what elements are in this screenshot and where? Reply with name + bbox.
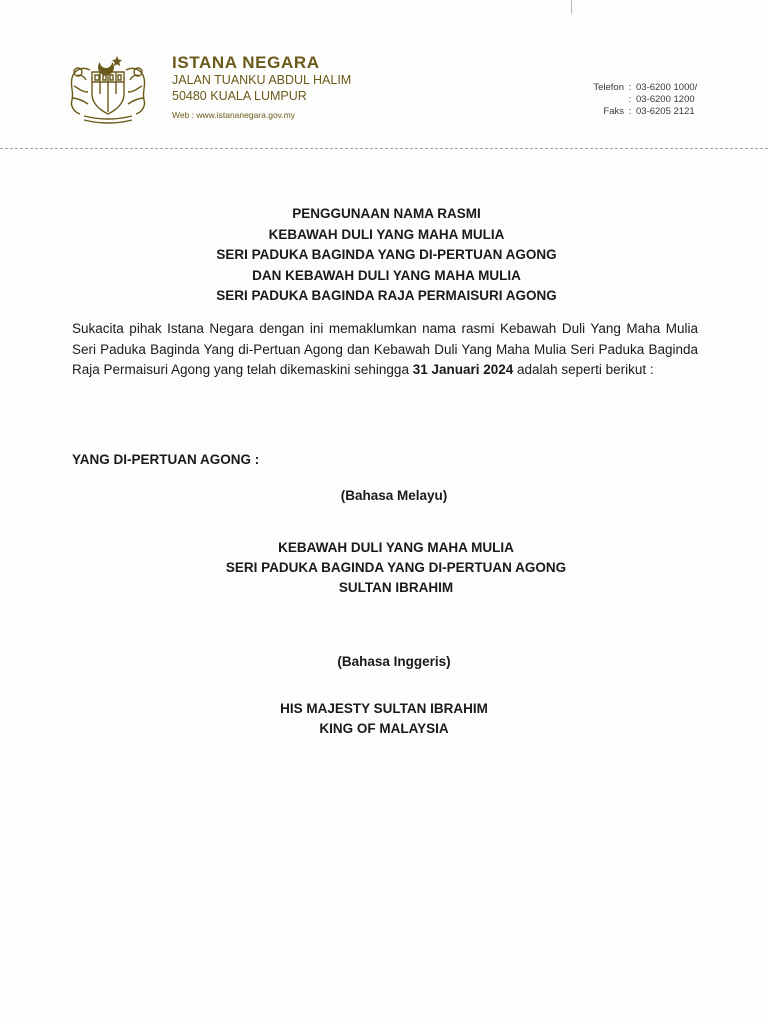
title-line: SERI PADUKA BAGINDA RAJA PERMAISURI AGONG [216,288,557,303]
intro-text: Sukacita pihak Istana Negara dengan ini memaklumkan nama rasmi Kebawah Duli Yang Maha Mulia Seri Paduka Baginda Yang di-Pertuan Agong dan Kebawah Duli Yang Maha Mulia Seri Paduka Baginda Raja Permaisuri Agong yang telah dikemaskini sehingga [72,321,698,377]
intro-date: 31 Januari 2024 [412,362,514,377]
title-line: PENGGUNAAN NAMA RASMI [292,206,481,221]
address-line-1: JALAN TUANKU ABDUL HALIM [172,73,352,87]
contact-separator: : [628,106,632,117]
title-line: KEBAWAH DULI YANG MAHA MULIA [268,226,505,242]
intro-tail: adalah seperti berikut : [513,362,654,377]
malay-title-line: KEBAWAH DULI YANG MAHA MULIA [278,540,514,555]
malay-language-label: (Bahasa Melayu) [340,488,448,503]
intro-paragraph [72,319,698,381]
title-line: DAN KEBAWAH DULI YANG MAHA MULIA [252,267,521,283]
contact-label: Telefon [593,82,624,93]
english-language-label: (Bahasa Inggeris) [337,654,451,669]
coat-of-arms-icon [62,52,154,124]
contact-value: 03-6205 2121 [636,106,695,117]
organization-name: ISTANA NEGARA [172,53,320,72]
contact-row-phone-2 [560,94,697,106]
contact-row-fax [560,106,697,118]
contact-value: 03-6200 1000/ [636,82,698,93]
section-heading: YANG DI-PERTUAN AGONG : [72,452,260,467]
malay-title-line: SERI PADUKA BAGINDA YANG DI-PERTUAN AGONG [225,560,567,575]
title-line: SERI PADUKA BAGINDA YANG DI-PERTUAN AGONG [216,247,557,262]
letterhead [0,0,768,150]
website-text: Web : www.istananegara.gov.my [172,110,295,120]
contact-label [560,94,624,106]
english-official-title [0,699,768,739]
contact-block [560,82,697,118]
contact-separator: : [628,82,632,93]
contact-row-phone-1 [560,82,697,94]
english-title-line: KING OF MALAYSIA [319,721,449,736]
address-line-2: 50480 KUALA LUMPUR [172,89,307,103]
malay-official-title [0,538,768,598]
contact-value: 03-6200 1200 [636,94,695,105]
english-title-line: HIS MAJESTY SULTAN IBRAHIM [280,701,488,716]
contact-separator: : [628,94,632,105]
contact-label: Faks [603,106,624,117]
document-title [0,204,768,307]
letterhead-divider [0,148,768,149]
malay-title-line: SULTAN IBRAHIM [338,580,454,595]
